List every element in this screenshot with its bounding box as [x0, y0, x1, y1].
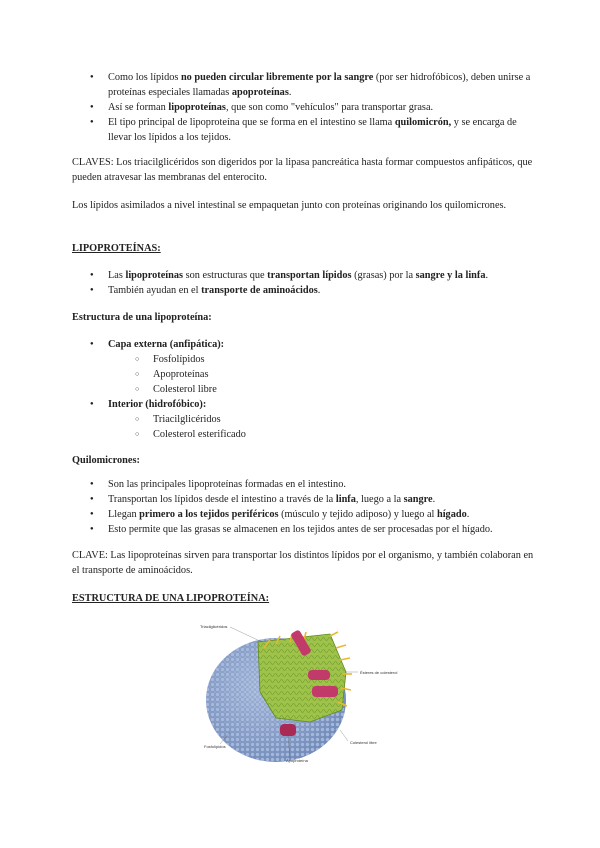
list-item: ● Interior (hidrofóbico):: [72, 397, 542, 412]
list-item: ● El tipo principal de lipoproteína que se forma en el intestino se llama quilomicrón, y se encarga de llevar los lípidos a los tejidos.: [72, 115, 542, 145]
apoprotein: [280, 724, 296, 736]
intro-bullets: [72, 70, 542, 145]
list-item: ● Las lipoproteínas son estructuras que transportan lípidos (grasas) por la sangre y la linfa.: [72, 268, 542, 283]
lipoprotein-diagram: [190, 612, 412, 767]
quilomicrones-heading: Quilomicrones:: [72, 455, 140, 466]
paragraph-quilomicrones: Los lípidos asimilados a nivel intestinal se empaquetan junto con proteínas originando los quilomicrones.: [72, 200, 507, 211]
estructura-list: [72, 337, 542, 442]
list-item: ● Transportan los lípidos desde el intestino a través de la linfa, luego a la sangre.: [72, 492, 542, 507]
sub-list-item: ○ Colesterol libre: [72, 382, 542, 397]
label-apoproteina: Apoproteína: [286, 758, 308, 763]
figure-heading: ESTRUCTURA DE UNA LIPOPROTEÍNA:: [72, 593, 270, 604]
list-item: ● Son las principales lipoproteínas formadas en el intestino.: [72, 477, 542, 492]
label-trigliceridos: Triacilglicéridos: [200, 624, 228, 629]
sub-list-item: ○ Fosfolípidos: [72, 352, 542, 367]
list-item: ● Así se forman lipoproteínas, que son como "vehículos" para transportar grasa.: [72, 100, 542, 115]
label-colesterol-libre: Colesterol libre: [350, 740, 377, 745]
list-item: ● Esto permite que las grasas se almacenen en los tejidos antes de ser procesadas por el hígado.: [72, 522, 542, 537]
label-fosfolipidos: Fosfolípidos: [204, 744, 226, 749]
apoprotein: [308, 670, 330, 680]
sub-list-item: ○ Apoproteínas: [72, 367, 542, 382]
label-esteres: Ésteres de colesterol: [360, 670, 398, 675]
clave-paragraph-1: CLAVES: Los triacilglicéridos son digeridos por la lipasa pancreática hasta formar compuestos anfipáticos, que pueden atravesar las membranas del enterocito.: [72, 157, 533, 183]
list-item: ● Llegan primero a los tejidos periféricos (músculo y tejido adiposo) y luego al hígado.: [72, 507, 542, 522]
sub-list-item: ○ Colesterol esterificado: [72, 427, 542, 442]
quilo-bullets: [72, 477, 542, 537]
list-item: ● También ayudan en el transporte de aminoácidos.: [72, 283, 542, 298]
lipo-bullets: [72, 268, 542, 298]
apoprotein: [312, 686, 338, 697]
clave-paragraph-2: CLAVE: Las lipoproteínas sirven para transportar los distintos lípidos por el organismo, y también colaboran en el transporte de aminoácidos.: [72, 550, 534, 576]
lipoproteinas-heading: LIPOPROTEÍNAS:: [72, 243, 161, 254]
sub-list-item: ○ Triacilglicéridos: [72, 412, 542, 427]
list-item: ● Como los lípidos no pueden circular libremente por la sangre (por ser hidrofóbicos), deben unirse a proteínas especiales llamadas apoproteínas.: [72, 70, 542, 100]
list-item: ● Capa externa (anfipática):: [72, 337, 542, 352]
estructura-heading: Estructura de una lipoproteína:: [72, 312, 212, 323]
